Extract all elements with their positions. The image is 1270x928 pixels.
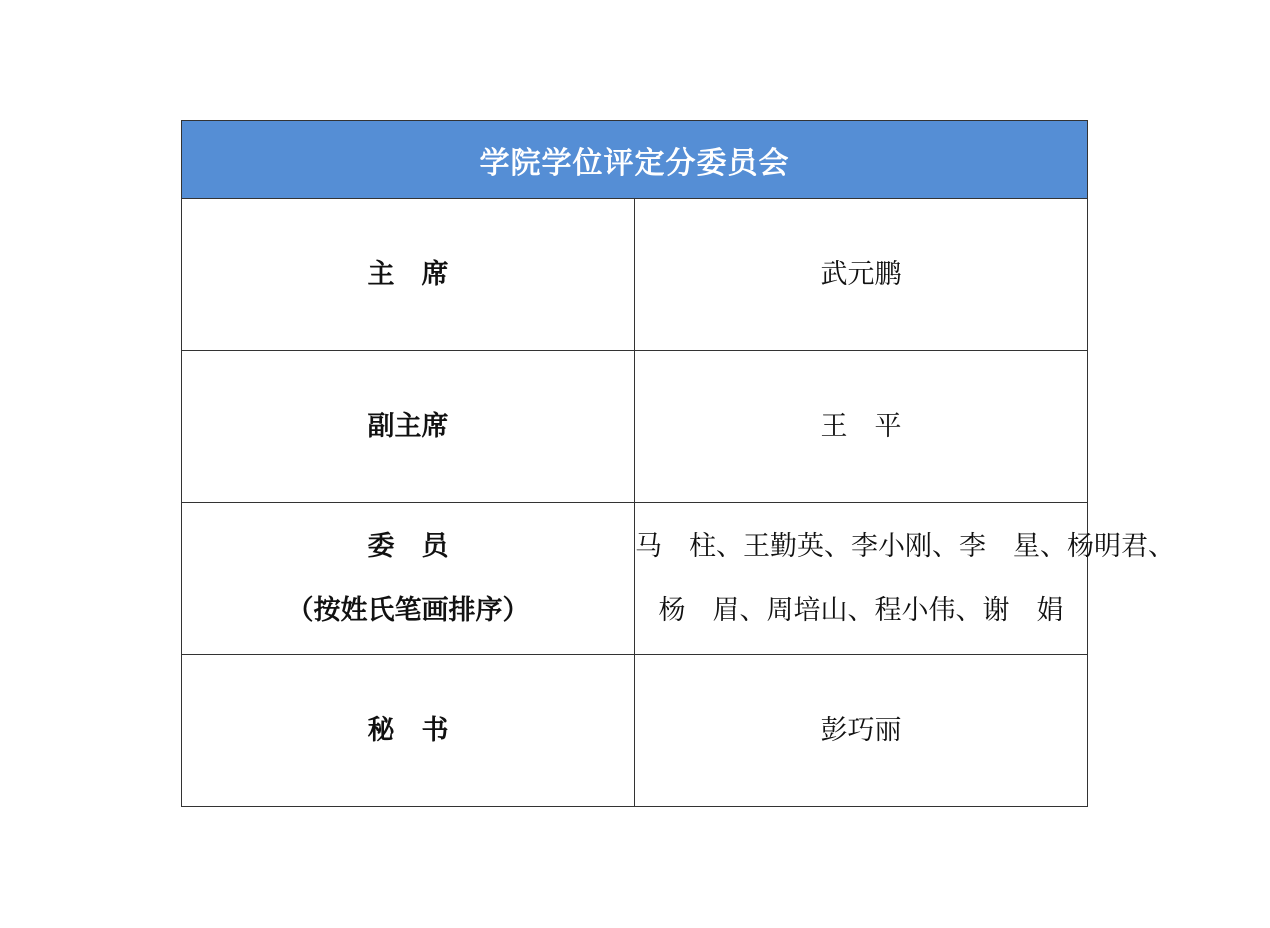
role-label-secretary [182, 655, 635, 807]
role-label-members [182, 503, 635, 655]
role-text: 副主席 [367, 410, 449, 442]
role-label-chair [182, 199, 635, 351]
names-text: 王 平 [820, 410, 902, 442]
names-secretary [635, 655, 1088, 807]
committee-table [181, 120, 1175, 807]
names-text: 武元鹏 [820, 258, 902, 290]
role-label-vice-chair [182, 351, 635, 503]
table-row-vice-chair [182, 351, 1088, 503]
table-title: 学院学位评定分委员会 [182, 121, 1088, 199]
table-row-members [182, 503, 1088, 655]
role-note: （按姓氏笔画排序） [286, 594, 530, 626]
names-text: 杨 眉、周培山、程小伟、谢 娟 [658, 594, 1064, 626]
table-row-secretary [182, 655, 1088, 807]
names-chair [635, 199, 1088, 351]
names-text: 马 柱、王勤英、李小刚、李 星、杨明君、 [635, 530, 1175, 562]
table-row-chair [182, 199, 1088, 351]
role-text: 委 员 [367, 530, 449, 562]
table-title-row [182, 121, 1088, 199]
role-text: 主 席 [367, 258, 449, 290]
names-members [635, 503, 1175, 655]
role-text: 秘 书 [367, 714, 449, 746]
names-vice-chair [635, 351, 1088, 503]
names-text: 彭巧丽 [820, 714, 902, 746]
